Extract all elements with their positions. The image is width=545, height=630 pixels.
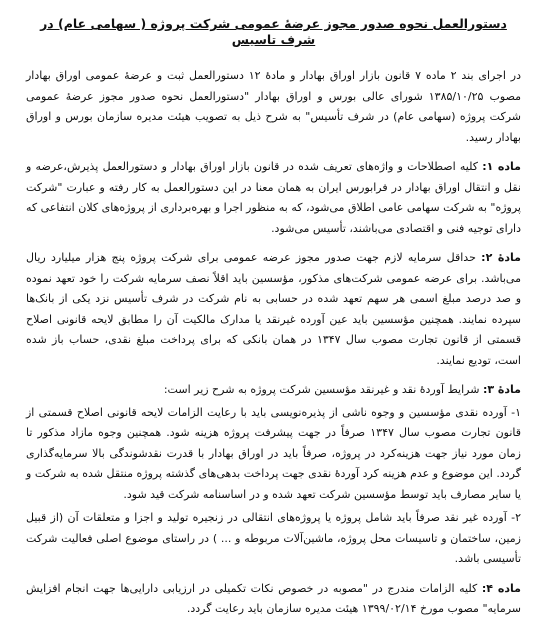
article-3-item-1: ۱- آورده نقدی مؤسسین و وجوه ناشی از پذیره‌نویسی باید با رعایت الزامات لایحه قانونی اصلاح قسمتی از قانون تجارت مصوب سال ۱۳۴۷ صرفاً در جهت پیشرفت پروژه هزینه شود. همچنین وجوه مازاد مذکور تا زمان مورد نیاز جهت هزینه‌کرد در پروژه، صرفاً باید در اوراق بهادار با قدرت نقدشوندگی بالا سرمایه‌گذاری گردد. این موضوع و عدم هزینه کرد آوردهٔ نقدی جهت پرداخت بدهی‌های گذشته پروژه منتقل شده به شرکت و یا سایر مصارف باید توسط مؤسسین شرکت تعهد شده و در اساسنامه شرکت قید شود. [26, 405, 522, 501]
article-2 [26, 248, 521, 371]
article-3 [26, 380, 521, 401]
article-4 [26, 579, 521, 620]
article-3-text: شرایط آوردهٔ نقد و غیرنقد مؤسسین شرکت پروژه به شرح زیر است: [163, 383, 483, 396]
article-1 [26, 157, 521, 239]
article-2-label: مادهٔ ۲: [481, 251, 521, 264]
intro-paragraph: در اجرای بند ۲ ماده ۷ قانون بازار اوراق بهادار و مادهٔ ۱۲ دستورالعمل ثبت و عرضهٔ عمومی اوراق بهادار مصوب ۱۳۸۵/۱۰/۲۵ شورای عالی بورس و اوراق بهادار "دستورالعمل نحوه صدور مجوز عرضهٔ عمومی شرکت پروژه (سهامی عام) در شرف تأسیس" به شرح ذیل به تصویب هیئت مدیره سازمان بورس و اوراق بهادار رسید. [26, 69, 521, 144]
article-1-text: کلیه اصطلاحات و واژه‌های تعریف شده در قانون بازار اوراق بهادار و دستورالعمل پذیرش،عرضه و نقل و انتقال اوراق بهادار در فرابورس ایران به همان معنا در این دستورالعمل به کار رفته و عبارت "شرکت پروژه" به شرکت سهامی عامی اطلاق می‌شود، که به منظور اجرا و بهره‌برداری از پروژه‌های کلان انتفاعی که دارای توجیه فنی و اقتصادی می‌باشند، تأسیس می‌شود. [26, 160, 521, 235]
article-3-item-2: ۲- آورده غیر نقد صرفاً باید شامل پروژه یا پروژه‌های انتقالی در زنجیره تولید و اجزا و متعلقات آن (از قبیل زمین، ساختمان و تاسیسات محل پروژه، ماشین‌آلات مربوطه و ... ) در راستای موضوع اصلی فعالیت شرکت تأسیسی باشد. [26, 511, 521, 565]
article-1-label: ماده ۱: [482, 160, 521, 173]
article-4-text: کلیه الزامات مندرج در "مصوبه در خصوص نکات تکمیلی در ارزیابی دارایی‌ها جهت انجام افزایش سرمایه" مصوب مورخ ۱۳۹۹/۰۲/۱۴ هیئت مدیره سازمان باید رعایت گردد. [26, 581, 521, 615]
article-4-label: ماده ۴: [481, 581, 521, 595]
article-3-label: مادهٔ ۳: [482, 383, 521, 396]
article-2-text: حداقل سرمایه لازم جهت صدور مجوز عرضه عمومی برای شرکت پروژه پنج هزار میلیارد ریال می‌باشد. برای عرضه عمومی شرکت‌های مذکور، مؤسسین باید اقلاً نصف سرمایه شرکت را خود تعهد نموده و صد درصد مبلغ اسمی هر سهم تعهد شده در حسابی به نام شرکت در شرف تأسیس نزد یکی از بانک‌ها سپرده نمایند. همچنین مؤسسین باید عین آورده غیرنقد یا مدارک مالکیت آن را مطابق لایحه قانونی اصلاح قسمتی از قانون تجارت مصوب سال ۱۳۴۷ در همان بانکی که برای پرداخت مبلغ نقدی، حساب باز شده است، تودیع نمایند. [26, 251, 521, 367]
document-title: دستورالعمل نحوه صدور مجوز عرضهٔ عمومی شرکت پروژه ( سهامی عام) در شرف تاسیس [40, 16, 507, 47]
